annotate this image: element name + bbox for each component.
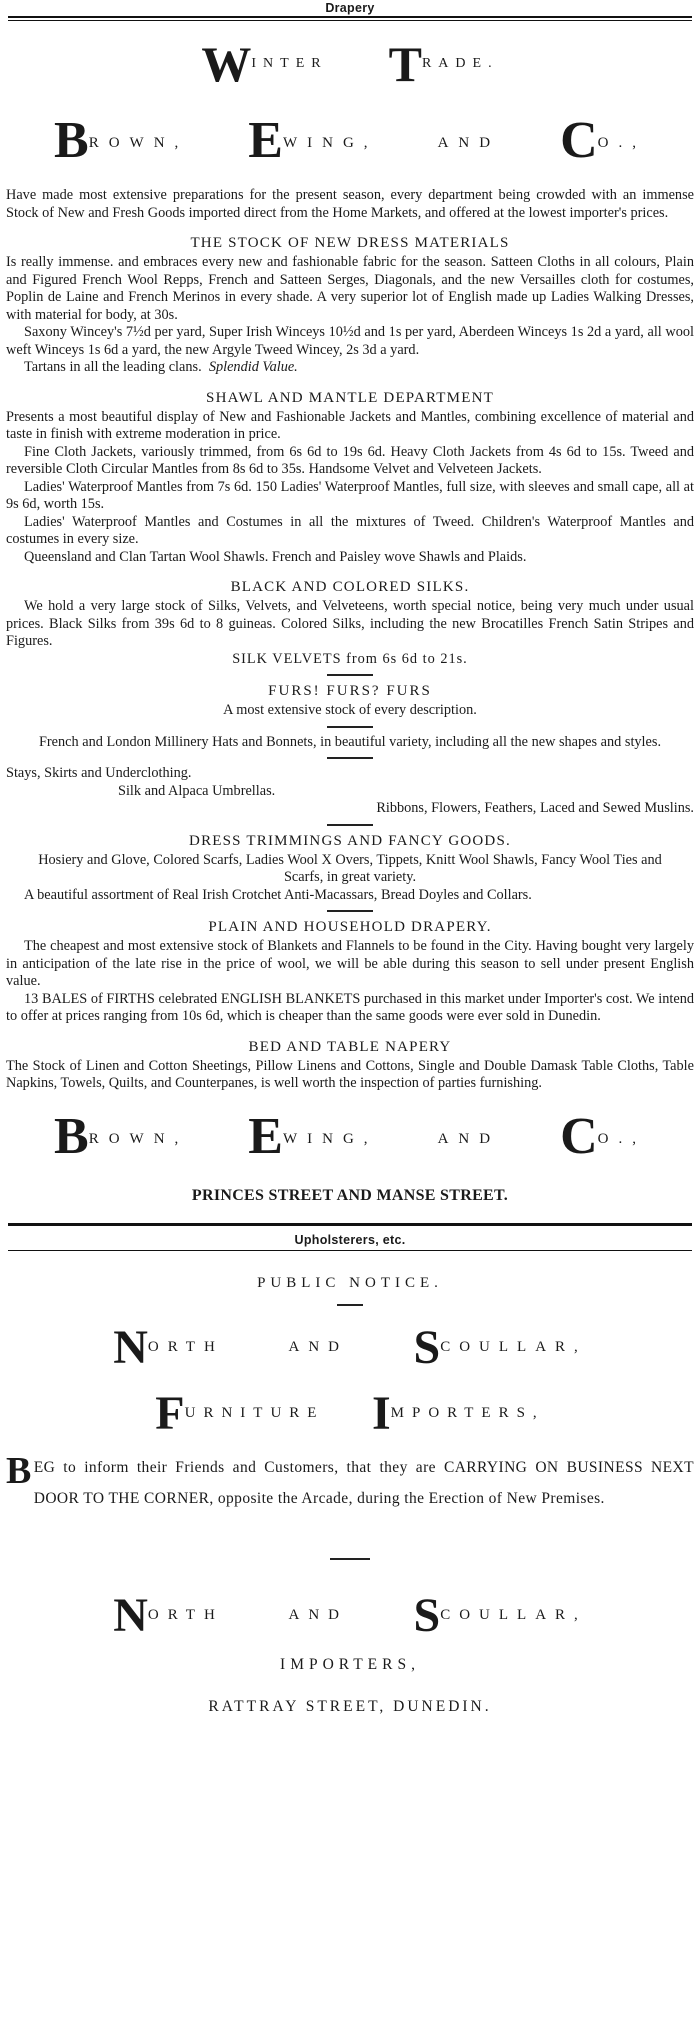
divider [327,910,373,912]
trimmings-paragraph: A beautiful assortment of Real Irish Crotchet Anti-Macassars, Bread Doyles and Collars. [24,886,532,903]
footer-address: RATTRAY STREET, DUNEDIN. [208,1697,492,1715]
subheading-household: PLAIN AND HOUSEHOLD DRAPERY. [208,919,492,935]
firm-initial: N [113,1320,148,1374]
subheading-trimmings: DRESS TRIMMINGS AND FANCY GOODS. [189,832,511,849]
section-heading-upholsterers: Upholsterers, etc. [294,1232,406,1247]
splendid-value-text: Splendid Value. [208,359,298,375]
firm-word: COULLAR, [440,1606,587,1623]
shawl-paragraph: Presents a most beautiful display of New and Fashionable Jackets and Mantles, combining excellence of material and taste in finish with extreme moderation in price. [6,408,694,442]
firm-word: ORTH [147,1338,224,1355]
notice-text: EG to inform their Friends and Customers, that they are CARRYING ON BUSINESS NEXT DOOR TO THE CORNER, opposite the Arcade, during the Erection of New Premises. [33,1458,694,1507]
notice-paragraph [6,1449,694,1514]
title-word: MPORTERS, [390,1404,545,1421]
divider [327,757,373,759]
shawl-paragraph: Queensland and Clan Tartan Wool Shawls. French and Paisley wove Shawls and Plaids. [24,548,527,565]
stays-line: Stays, Skirts and Underclothing. [6,765,192,781]
shawl-paragraph: Ladies' Waterproof Mantles and Costumes in all the mixtures of Tweed. Children's Waterproof Mantles and costumes in every size. [6,513,694,547]
divider [337,1304,363,1306]
firm-initial: N [113,1588,148,1642]
stock-paragraph [6,359,694,377]
divider [327,824,373,826]
firm-word: AND [437,1130,501,1147]
firm-word: AND [288,1338,348,1355]
umbrellas-line: Silk and Alpaca Umbrellas. [118,782,276,799]
ribbons-line: Ribbons, Flowers, Feathers, Laced and Sewed Muslins. [376,800,694,816]
firm-word: O., [597,135,646,151]
firm-name-north-scoullar-footer [6,1580,694,1650]
drop-cap: B [6,1449,32,1492]
silks-paragraph: We hold a very large stock of Silks, Velvets, and Velveteens, worth special notice, being very much under usual prices. Black Silks from 39s 6d to 8 guineas. Colored Silks, including the new Brocatilles French Satin Stripes and Figures. [6,598,694,649]
title-initial: W [201,36,252,92]
footer-importers: IMPORTERS, [280,1655,420,1673]
subheading-napery: BED AND TABLE NAPERY [248,1038,452,1055]
stock-paragraph: Saxony Wincey's 7½d per yard, Super Irish Winceys 10½d and 1s per yard, Aberdeen Winceys 1s 2d a yard, all wool weft Winceys 1s 6d a yard, the new Argyle Tweed Wincey, 2s 3d a yard. [6,324,694,358]
title-word: INTER [251,56,328,71]
firm-initial: B [54,112,89,169]
furniture-importers [6,1382,694,1444]
section-rule [8,1250,692,1251]
furs-line: A most extensive stock of every description. [223,702,477,718]
public-notice: PUBLIC NOTICE. [257,1274,443,1291]
intro-paragraph: Have made most extensive preparations for the present season, every department being crowded with an immense Stock of New and Fresh Goods imported direct from the Home Markets, and offered at the lowest importer's prices. [6,187,694,221]
millinery-paragraph: French and London Millinery Hats and Bonnets, in beautiful variety, including all the new shapes and styles. [38,733,662,750]
title-initial: I [371,1386,391,1440]
firm-initial: B [54,1107,89,1165]
firm-address: PRINCES STREET AND MANSE STREET. [191,1186,509,1204]
firm-initial: E [248,1107,283,1165]
firm-name-brown-ewing [6,105,694,177]
household-paragraph: 13 BALES of FIRTHS celebrated ENGLISH BLANKETS purchased in this market under Importer's cost. We intend to offer at prices ranging from 10s 6d, which is cheaper than the same goods were ever sold in Dunedin. [6,990,694,1024]
firm-initial: C [560,1107,598,1165]
subheading-stock: THE STOCK OF NEW DRESS MATERIALS [190,235,510,251]
firm-word: AND [288,1606,348,1623]
trimmings-paragraph: Hosiery and Glove, Colored Scarfs, Ladies Wool X Overs, Tippets, Knitt Wool Shawls, Fancy Wool Ties and Scarfs, in great variety. [38,851,662,885]
firm-word: ROWN, [88,135,189,151]
subheading-furs: FURS! FURS? FURS [268,683,432,699]
section-heading-drapery: Drapery [325,1,375,15]
firm-word: AND [437,135,501,151]
firm-name-brown-ewing-footer [6,1101,694,1173]
tartans-text: Tartans in all the leading clans. [24,359,202,375]
subheading-shawl: SHAWL AND MANTLE DEPARTMENT [206,389,494,406]
title-word: RADE. [421,56,499,71]
stock-paragraph: Is really immense. and embraces every new and fashionable fabric for the season. Satteen Cloths in all colours, Plain and Figured French Wool Repps, French and Satteen Serges, Diagonals, and the new Versailles cloth for costumes, Poplin de Laine and French Merinos in every shade. A very superior lot of English made up Ladies Walking Dresses, with material for body, at 30s. [6,254,694,323]
advert-title-winter-trade [6,29,694,99]
firm-initial: S [413,1320,441,1374]
section-rule [8,1223,692,1226]
firm-name-north-scoullar [6,1312,694,1382]
subheading-silks: BLACK AND COLORED SILKS. [230,579,470,595]
divider [330,1558,370,1560]
divider [327,726,373,728]
divider [327,674,373,676]
firm-initial: S [413,1588,441,1642]
section-rule [8,16,692,21]
firm-initial: C [560,112,598,169]
firm-word: ORTH [147,1606,224,1623]
silk-velvets-line: SILK VELVETS from 6s 6d to 21s. [232,650,468,667]
title-initial: T [388,36,422,92]
household-paragraph: The cheapest and most extensive stock of Blankets and Flannels to be found in the City. Having bought very largely in anticipation of the late rise in the price of wool, we will be able during this season to sell under present English value. [6,938,694,989]
napery-paragraph: The Stock of Linen and Cotton Sheetings, Pillow Linens and Cottons, Single and Double Damask Table Cloths, Table Napkins, Towels, Quilts, and Counterpanes, is well worth the inspection of parties furnishing. [6,1057,694,1091]
title-initial: F [155,1386,185,1440]
firm-word: ROWN, [88,1130,189,1147]
firm-word: WING, [282,135,378,151]
firm-word: COULLAR, [440,1338,587,1355]
shawl-paragraph: Fine Cloth Jackets, variously trimmed, from 6s 6d to 19s 6d. Heavy Cloth Jackets from 4s 6d to 15s. Tweed and reversible Cloth Circular Mantles from 8s 6d to 35s. Handsome Velvet and Velveteen Jackets. [6,443,694,477]
shawl-paragraph: Ladies' Waterproof Mantles from 7s 6d. 150 Ladies' Waterproof Mantles, full size, with sleeves and small cape, all at 9s 6d, worth 15s. [6,478,694,512]
title-word: URNITURE [184,1404,325,1421]
firm-word: WING, [282,1130,378,1147]
firm-word: O., [597,1130,646,1147]
firm-initial: E [248,112,283,169]
